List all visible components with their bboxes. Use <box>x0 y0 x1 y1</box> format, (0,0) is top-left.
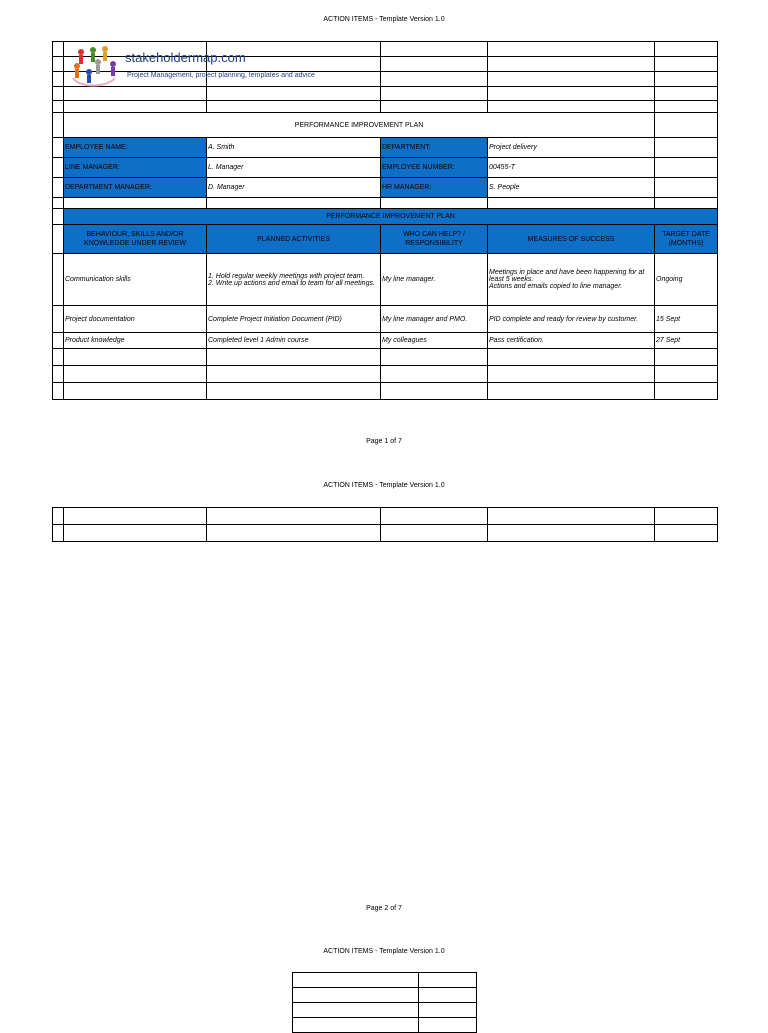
measure-line: Actions and emails copied to line manager. <box>489 283 623 290</box>
table-row <box>53 349 718 366</box>
hr-manager-label: HR MANAGER: <box>381 178 488 198</box>
responsibility-cell[interactable]: My line manager. <box>381 254 488 306</box>
activity-cell[interactable]: Completed level 1 Admin course <box>207 333 381 349</box>
logo-site-name: stakeholdermap.com <box>125 50 246 65</box>
table-row <box>53 508 718 525</box>
target-date-cell[interactable]: Ongoing <box>655 254 718 306</box>
target-date-cell[interactable]: 15 Sept <box>655 306 718 333</box>
employee-name-value[interactable]: A. Smith <box>207 138 381 158</box>
hr-manager-value[interactable]: S. People <box>488 178 655 198</box>
column-header-target-date: TARGET DATE (MONTHS) <box>655 225 718 254</box>
logo-area <box>64 42 315 79</box>
line-manager-label: LINE MANAGER: <box>64 158 207 178</box>
page-header: ACTION ITEMS - Template Version 1.0 <box>323 482 445 489</box>
column-header-skills: BEHAVIOUR, SKILLS AND/OR KNOWLEDGE UNDER REVIEW <box>64 225 207 254</box>
department-manager-label: DEPARTMENT MANAGER: <box>64 178 207 198</box>
continuation-sheet <box>52 507 718 542</box>
stakeholder-people-icon <box>67 42 123 90</box>
department-label: DEPARTMENT: <box>381 138 488 158</box>
table-row <box>293 988 477 1003</box>
measure-line: Meetings in place and have been happening for at least 5 weeks. <box>489 269 645 283</box>
employee-number-value[interactable]: 00455-T <box>488 158 655 178</box>
page-footer: Page 2 of 7 <box>366 905 402 912</box>
logo[interactable] <box>67 42 447 94</box>
skill-cell[interactable]: Project documentation <box>64 306 207 333</box>
table-row <box>293 973 477 988</box>
activity-line: 2. Write up actions and email to team for all meetings. <box>208 279 375 287</box>
target-date-cell[interactable]: 27 Sept <box>655 333 718 349</box>
logo-tagline: Project Management, project planning, templates and advice <box>127 72 315 79</box>
column-header-measures: MEASURES OF SUCCESS <box>488 225 655 254</box>
page-header: ACTION ITEMS - Template Version 1.0 <box>323 948 445 955</box>
skill-cell[interactable]: Communication skills <box>64 254 207 306</box>
activity-cell[interactable]: Complete Project Initiation Document (PID) <box>207 306 381 333</box>
department-value[interactable]: Project delivery <box>488 138 655 158</box>
line-manager-value[interactable]: L. Manager <box>207 158 381 178</box>
plan-sheet <box>52 41 718 400</box>
activity-line: 1. Hold regular weekly meetings with project team. <box>208 272 365 280</box>
table-row <box>53 383 718 400</box>
skill-cell[interactable]: Product knowledge <box>64 333 207 349</box>
page-header: ACTION ITEMS - Template Version 1.0 <box>323 16 445 23</box>
column-header-responsibility: WHO CAN HELP? / RESPONSIBILITY <box>381 225 488 254</box>
table-row <box>53 254 718 306</box>
page-title: PERFORMANCE IMPROVEMENT PLAN <box>64 113 655 138</box>
employee-number-label: EMPLOYEE NUMBER: <box>381 158 488 178</box>
responsibility-cell[interactable]: My colleagues <box>381 333 488 349</box>
table-row <box>53 525 718 542</box>
table-row <box>293 1018 477 1033</box>
page3-sheet <box>292 972 477 1033</box>
page-footer: Page 1 of 7 <box>366 438 402 445</box>
measure-cell[interactable]: PID complete and ready for review by customer. <box>488 306 655 333</box>
measure-cell[interactable]: Pass certification. <box>488 333 655 349</box>
employee-name-label: EMPLOYEE NAME: <box>64 138 207 158</box>
activity-cell[interactable] <box>207 254 381 306</box>
responsibility-cell[interactable]: My line manager and PMO. <box>381 306 488 333</box>
table-row <box>53 306 718 333</box>
table-row <box>53 333 718 349</box>
column-header-activities: PLANNED ACTIVITIES <box>207 225 381 254</box>
table-row <box>293 1003 477 1018</box>
plan-banner: PERFORMANCE IMPROVEMENT PLAN <box>64 209 718 225</box>
measure-cell[interactable] <box>488 254 655 306</box>
department-manager-value[interactable]: D. Manager <box>207 178 381 198</box>
table-row <box>53 366 718 383</box>
